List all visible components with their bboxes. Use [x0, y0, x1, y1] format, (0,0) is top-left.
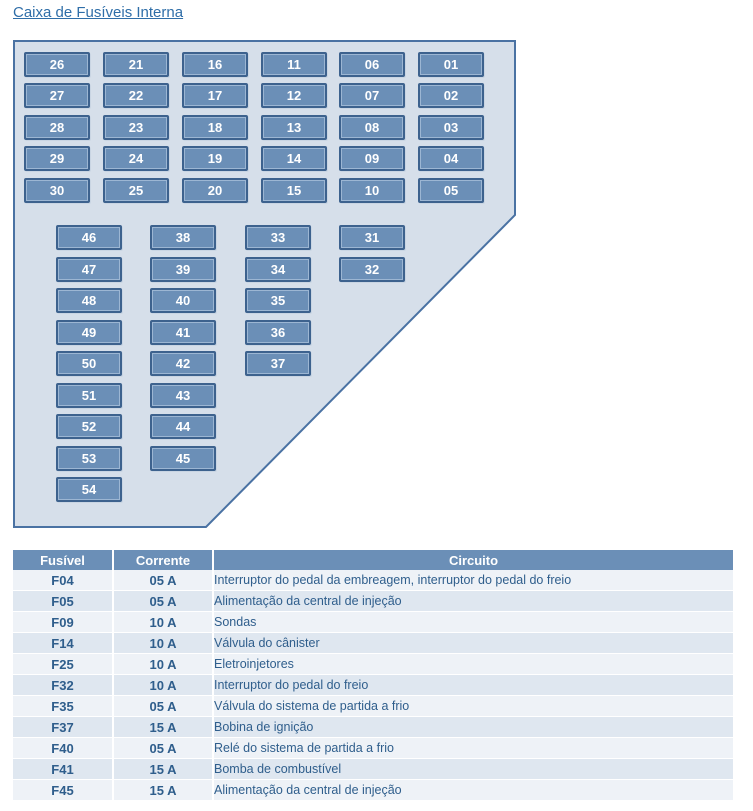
cell-current: 10 A	[113, 654, 213, 675]
fuse-slot: 29	[24, 146, 90, 171]
cell-fuse: F04	[13, 570, 113, 591]
cell-circuit: Eletroinjetores	[213, 654, 733, 675]
fuse-slot: 04	[418, 146, 484, 171]
fuse-slot: 08	[339, 115, 405, 140]
cell-circuit: Alimentação da central de injeção	[213, 591, 733, 612]
fuse-slot: 48	[56, 288, 122, 313]
table-row	[13, 570, 733, 591]
fuse-slot: 23	[103, 115, 169, 140]
cell-circuit: Relé do sistema de partida a frio	[213, 738, 733, 759]
fuse-slot: 37	[245, 351, 311, 376]
fuse-slot: 27	[24, 83, 90, 108]
fuse-slot: 03	[418, 115, 484, 140]
cell-circuit: Válvula do sistema de partida a frio	[213, 696, 733, 717]
cell-current: 05 A	[113, 738, 213, 759]
fuse-slot: 44	[150, 414, 216, 439]
table-row	[13, 633, 733, 654]
fuse-slot: 49	[56, 320, 122, 345]
fuse-table	[13, 550, 733, 801]
table-row	[13, 696, 733, 717]
fuse-slot: 09	[339, 146, 405, 171]
fuse-slot: 46	[56, 225, 122, 250]
fuse-slot: 35	[245, 288, 311, 313]
fuse-slot: 38	[150, 225, 216, 250]
cell-fuse: F45	[13, 780, 113, 801]
fuse-slot: 34	[245, 257, 311, 282]
cell-fuse: F41	[13, 759, 113, 780]
fuse-slot: 31	[339, 225, 405, 250]
fuse-slot: 25	[103, 178, 169, 203]
fuse-slot: 42	[150, 351, 216, 376]
fuse-slot: 52	[56, 414, 122, 439]
cell-current: 10 A	[113, 612, 213, 633]
fuse-slot: 11	[261, 52, 327, 77]
cell-fuse: F14	[13, 633, 113, 654]
fuse-slot: 51	[56, 383, 122, 408]
cell-fuse: F05	[13, 591, 113, 612]
fuse-slot: 14	[261, 146, 327, 171]
cell-current: 15 A	[113, 780, 213, 801]
fuse-slot: 19	[182, 146, 248, 171]
table-row	[13, 675, 733, 696]
cell-fuse: F25	[13, 654, 113, 675]
fuse-slot: 26	[24, 52, 90, 77]
fuse-slot: 33	[245, 225, 311, 250]
fuse-slot: 18	[182, 115, 248, 140]
fuse-slot: 12	[261, 83, 327, 108]
fuse-slot: 17	[182, 83, 248, 108]
cell-circuit: Alimentação da central de injeção	[213, 780, 733, 801]
cell-current: 05 A	[113, 570, 213, 591]
fuse-slot: 45	[150, 446, 216, 471]
cell-fuse: F09	[13, 612, 113, 633]
cell-current: 10 A	[113, 675, 213, 696]
fuse-slot: 40	[150, 288, 216, 313]
fuse-slot: 15	[261, 178, 327, 203]
cell-current: 05 A	[113, 591, 213, 612]
fuse-slot: 06	[339, 52, 405, 77]
table-header-row	[13, 550, 733, 570]
fuse-slot: 24	[103, 146, 169, 171]
cell-circuit: Sondas	[213, 612, 733, 633]
fuse-slot: 22	[103, 83, 169, 108]
cell-circuit: Interruptor do pedal do freio	[213, 675, 733, 696]
table-row	[13, 780, 733, 801]
table-row	[13, 591, 733, 612]
fuse-slot: 20	[182, 178, 248, 203]
fuse-slot: 54	[56, 477, 122, 502]
header-fuse: Fusível	[13, 550, 113, 570]
cell-circuit: Bomba de combustível	[213, 759, 733, 780]
fuse-slot: 13	[261, 115, 327, 140]
cell-fuse: F37	[13, 717, 113, 738]
fuse-slot: 41	[150, 320, 216, 345]
cell-circuit: Interruptor do pedal da embreagem, interruptor do pedal do freio	[213, 570, 733, 591]
fuse-slot: 05	[418, 178, 484, 203]
cell-circuit: Válvula do cânister	[213, 633, 733, 654]
table-row	[13, 759, 733, 780]
header-current: Corrente	[113, 550, 213, 570]
table-row	[13, 654, 733, 675]
fuse-slot: 53	[56, 446, 122, 471]
fuse-slot: 50	[56, 351, 122, 376]
table-row	[13, 738, 733, 759]
cell-fuse: F40	[13, 738, 113, 759]
cell-fuse: F35	[13, 696, 113, 717]
fuse-slot: 28	[24, 115, 90, 140]
cell-fuse: F32	[13, 675, 113, 696]
fuse-slot: 47	[56, 257, 122, 282]
fuse-slot: 32	[339, 257, 405, 282]
fuse-slot: 07	[339, 83, 405, 108]
fuse-slot: 01	[418, 52, 484, 77]
fuse-slot: 02	[418, 83, 484, 108]
table-row	[13, 612, 733, 633]
fuse-slot: 39	[150, 257, 216, 282]
fuse-slot: 16	[182, 52, 248, 77]
fuse-slot: 10	[339, 178, 405, 203]
fuse-slot: 30	[24, 178, 90, 203]
cell-current: 15 A	[113, 759, 213, 780]
fuse-slot: 36	[245, 320, 311, 345]
cell-current: 15 A	[113, 717, 213, 738]
fuse-slot: 43	[150, 383, 216, 408]
cell-circuit: Bobina de ignição	[213, 717, 733, 738]
table-row	[13, 717, 733, 738]
fuse-slot: 21	[103, 52, 169, 77]
cell-current: 10 A	[113, 633, 213, 654]
header-circuit: Circuito	[213, 550, 733, 570]
page-title-link[interactable]: Caixa de Fusíveis Interna	[13, 4, 184, 21]
cell-current: 05 A	[113, 696, 213, 717]
